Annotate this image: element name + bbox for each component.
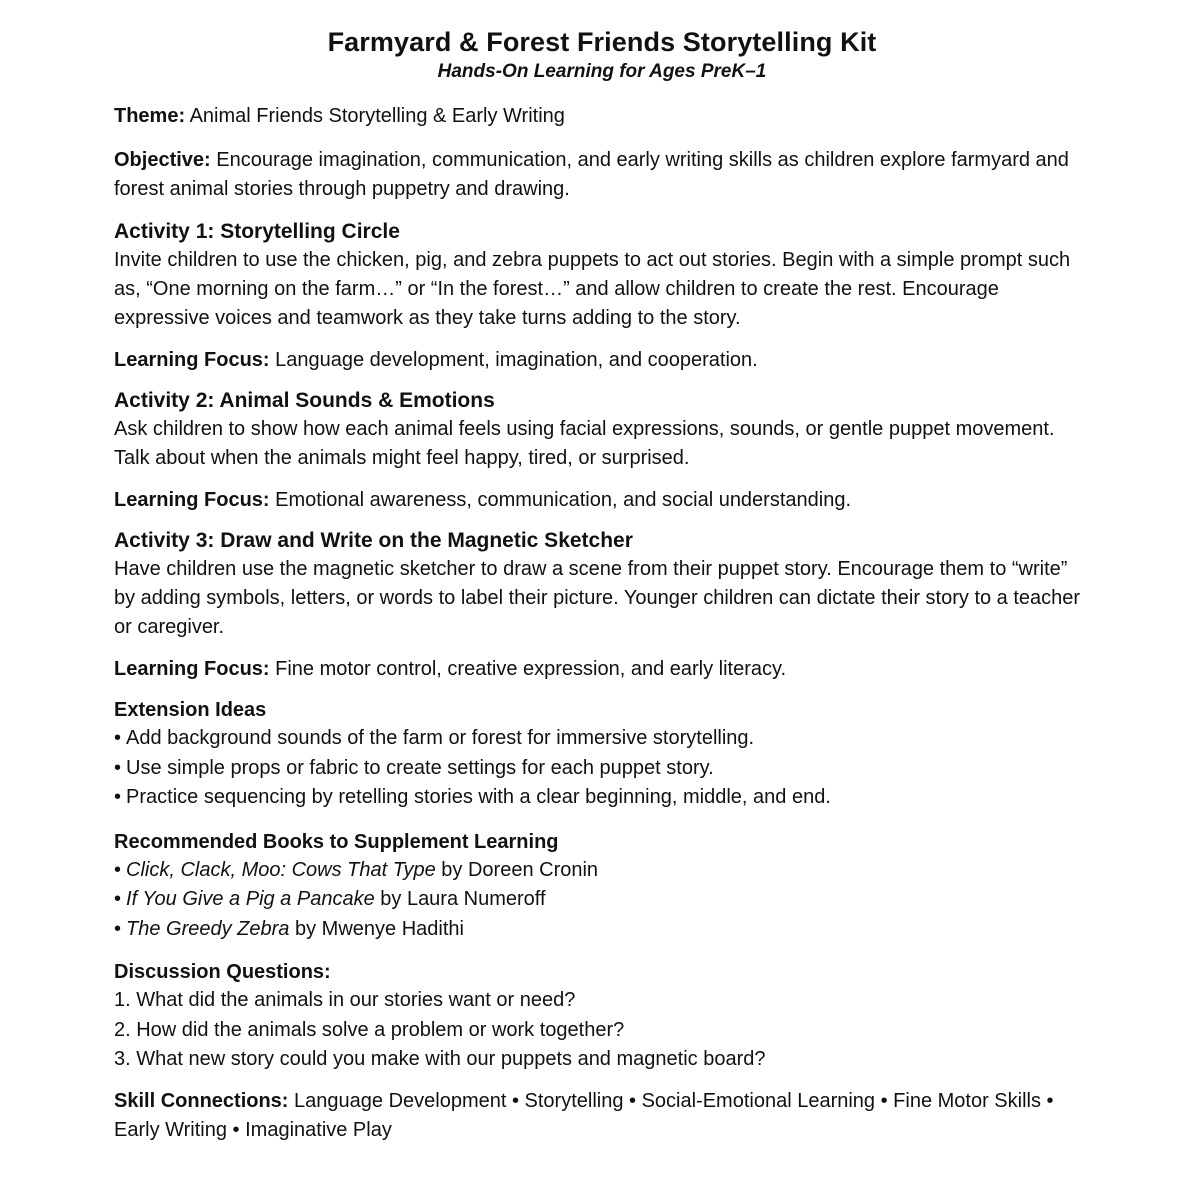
- theme-text: Animal Friends Storytelling & Early Writing: [185, 105, 565, 127]
- extension-ideas-list: [114, 724, 1090, 813]
- question-item: 2. How did the animals solve a problem or work together?: [114, 1018, 625, 1041]
- extension-ideas-section: [114, 696, 1090, 813]
- bullet-icon: •: [114, 858, 122, 881]
- book-item: [114, 885, 1090, 915]
- list-item-text: Add background sounds of the farm or forest for immersive storytelling.: [126, 727, 755, 749]
- bullet-icon: •: [114, 727, 122, 749]
- book-author: by Laura Numeroff: [374, 888, 546, 910]
- learning-focus-label: Learning Focus:: [114, 489, 270, 511]
- activity-3-learning-focus: [114, 655, 1090, 684]
- activity-2-body: Ask children to show how each animal feels using facial expressions, sounds, or gentle puppet movement. Talk about when the animals might feel happy, tired, or surprised.: [114, 418, 1055, 469]
- activity-2-heading: Activity 2: Animal Sounds & Emotions: [114, 389, 495, 412]
- skill-connections-text: Language Development • Storytelling • Social-Emotional Learning • Fine Motor Skills • Early Writing • Imaginative Play: [114, 1089, 1054, 1141]
- objective-label: Objective:: [114, 149, 211, 171]
- skill-connections-paragraph: [114, 1087, 1090, 1145]
- learning-focus-text: Emotional awareness, communication, and social understanding.: [269, 489, 852, 511]
- book-author: by Mwenye Hadithi: [289, 917, 464, 940]
- skill-connections-label: Skill Connections:: [114, 1089, 289, 1112]
- question-item: 1. What did the animals in our stories want or need?: [114, 989, 576, 1011]
- book-author: by Doreen Cronin: [435, 858, 599, 881]
- list-item: [114, 754, 1090, 784]
- bullet-icon: •: [114, 888, 122, 910]
- question-item: 3. What new story could you make with our puppets and magnetic board?: [114, 1048, 766, 1070]
- discussion-questions-heading: Discussion Questions:: [114, 961, 331, 983]
- book-title: Click, Clack, Moo: Cows That Type: [126, 858, 436, 881]
- activity-2-learning-focus: [114, 486, 1090, 515]
- activity-1-heading: Activity 1: Storytelling Circle: [114, 220, 400, 243]
- document-title: Farmyard & Forest Friends Storytelling Kit: [327, 27, 877, 57]
- extension-ideas-heading: Extension Ideas: [114, 699, 267, 721]
- bullet-icon: •: [114, 756, 122, 779]
- learning-focus-text: Language development, imagination, and cooperation.: [269, 349, 758, 371]
- learning-focus-label: Learning Focus:: [114, 349, 270, 371]
- activity-1-body: Invite children to use the chicken, pig, and zebra puppets to act out stories. Begin with a simple prompt such as, “One morning on the farm…” or “In the forest…” and allow children to create the rest. Encourage expressive voices and teamwork as they take turns adding to the story.: [114, 249, 1071, 329]
- theme-label: Theme:: [114, 105, 186, 127]
- learning-focus-text: Fine motor control, creative expression, and early literacy.: [269, 658, 787, 680]
- list-item-text: Practice sequencing by retelling stories with a clear beginning, middle, and end.: [126, 786, 831, 808]
- activity-3-heading: Activity 3: Draw and Write on the Magnetic Sketcher: [114, 529, 633, 552]
- activity-2-section: [114, 387, 1090, 515]
- document-subtitle: Hands-On Learning for Ages PreK–1: [437, 61, 767, 82]
- recommended-books-section: [114, 828, 1090, 945]
- list-item: [114, 724, 1090, 754]
- list-item: [114, 783, 1090, 813]
- objective-text: Encourage imagination, communication, and early writing skills as children explore farmyard and forest animal stories through puppetry and drawing.: [114, 149, 1069, 200]
- list-item-text: Use simple props or fabric to create settings for each puppet story.: [126, 756, 714, 779]
- activity-1-section: [114, 218, 1090, 375]
- bullet-icon: •: [114, 786, 122, 808]
- book-item: [114, 915, 1090, 945]
- activity-1-learning-focus: [114, 346, 1090, 375]
- activity-3-body: Have children use the magnetic sketcher to draw a scene from their puppet story. Encourage them to “write” by adding symbols, letters, or words to label their picture. Younger children can dictate their story to a teacher or caregiver.: [114, 558, 1081, 638]
- theme-paragraph: [114, 102, 1090, 131]
- book-title: If You Give a Pig a Pancake: [126, 888, 375, 910]
- recommended-books-list: [114, 856, 1090, 945]
- objective-paragraph: [114, 146, 1090, 204]
- discussion-questions-list: [114, 986, 1090, 1075]
- book-title: The Greedy Zebra: [126, 917, 290, 940]
- activity-3-section: [114, 527, 1090, 684]
- book-item: [114, 856, 1090, 886]
- bullet-icon: •: [114, 917, 122, 940]
- discussion-questions-section: [114, 958, 1090, 1075]
- learning-focus-label: Learning Focus:: [114, 658, 270, 680]
- recommended-books-heading: Recommended Books to Supplement Learning: [114, 830, 559, 853]
